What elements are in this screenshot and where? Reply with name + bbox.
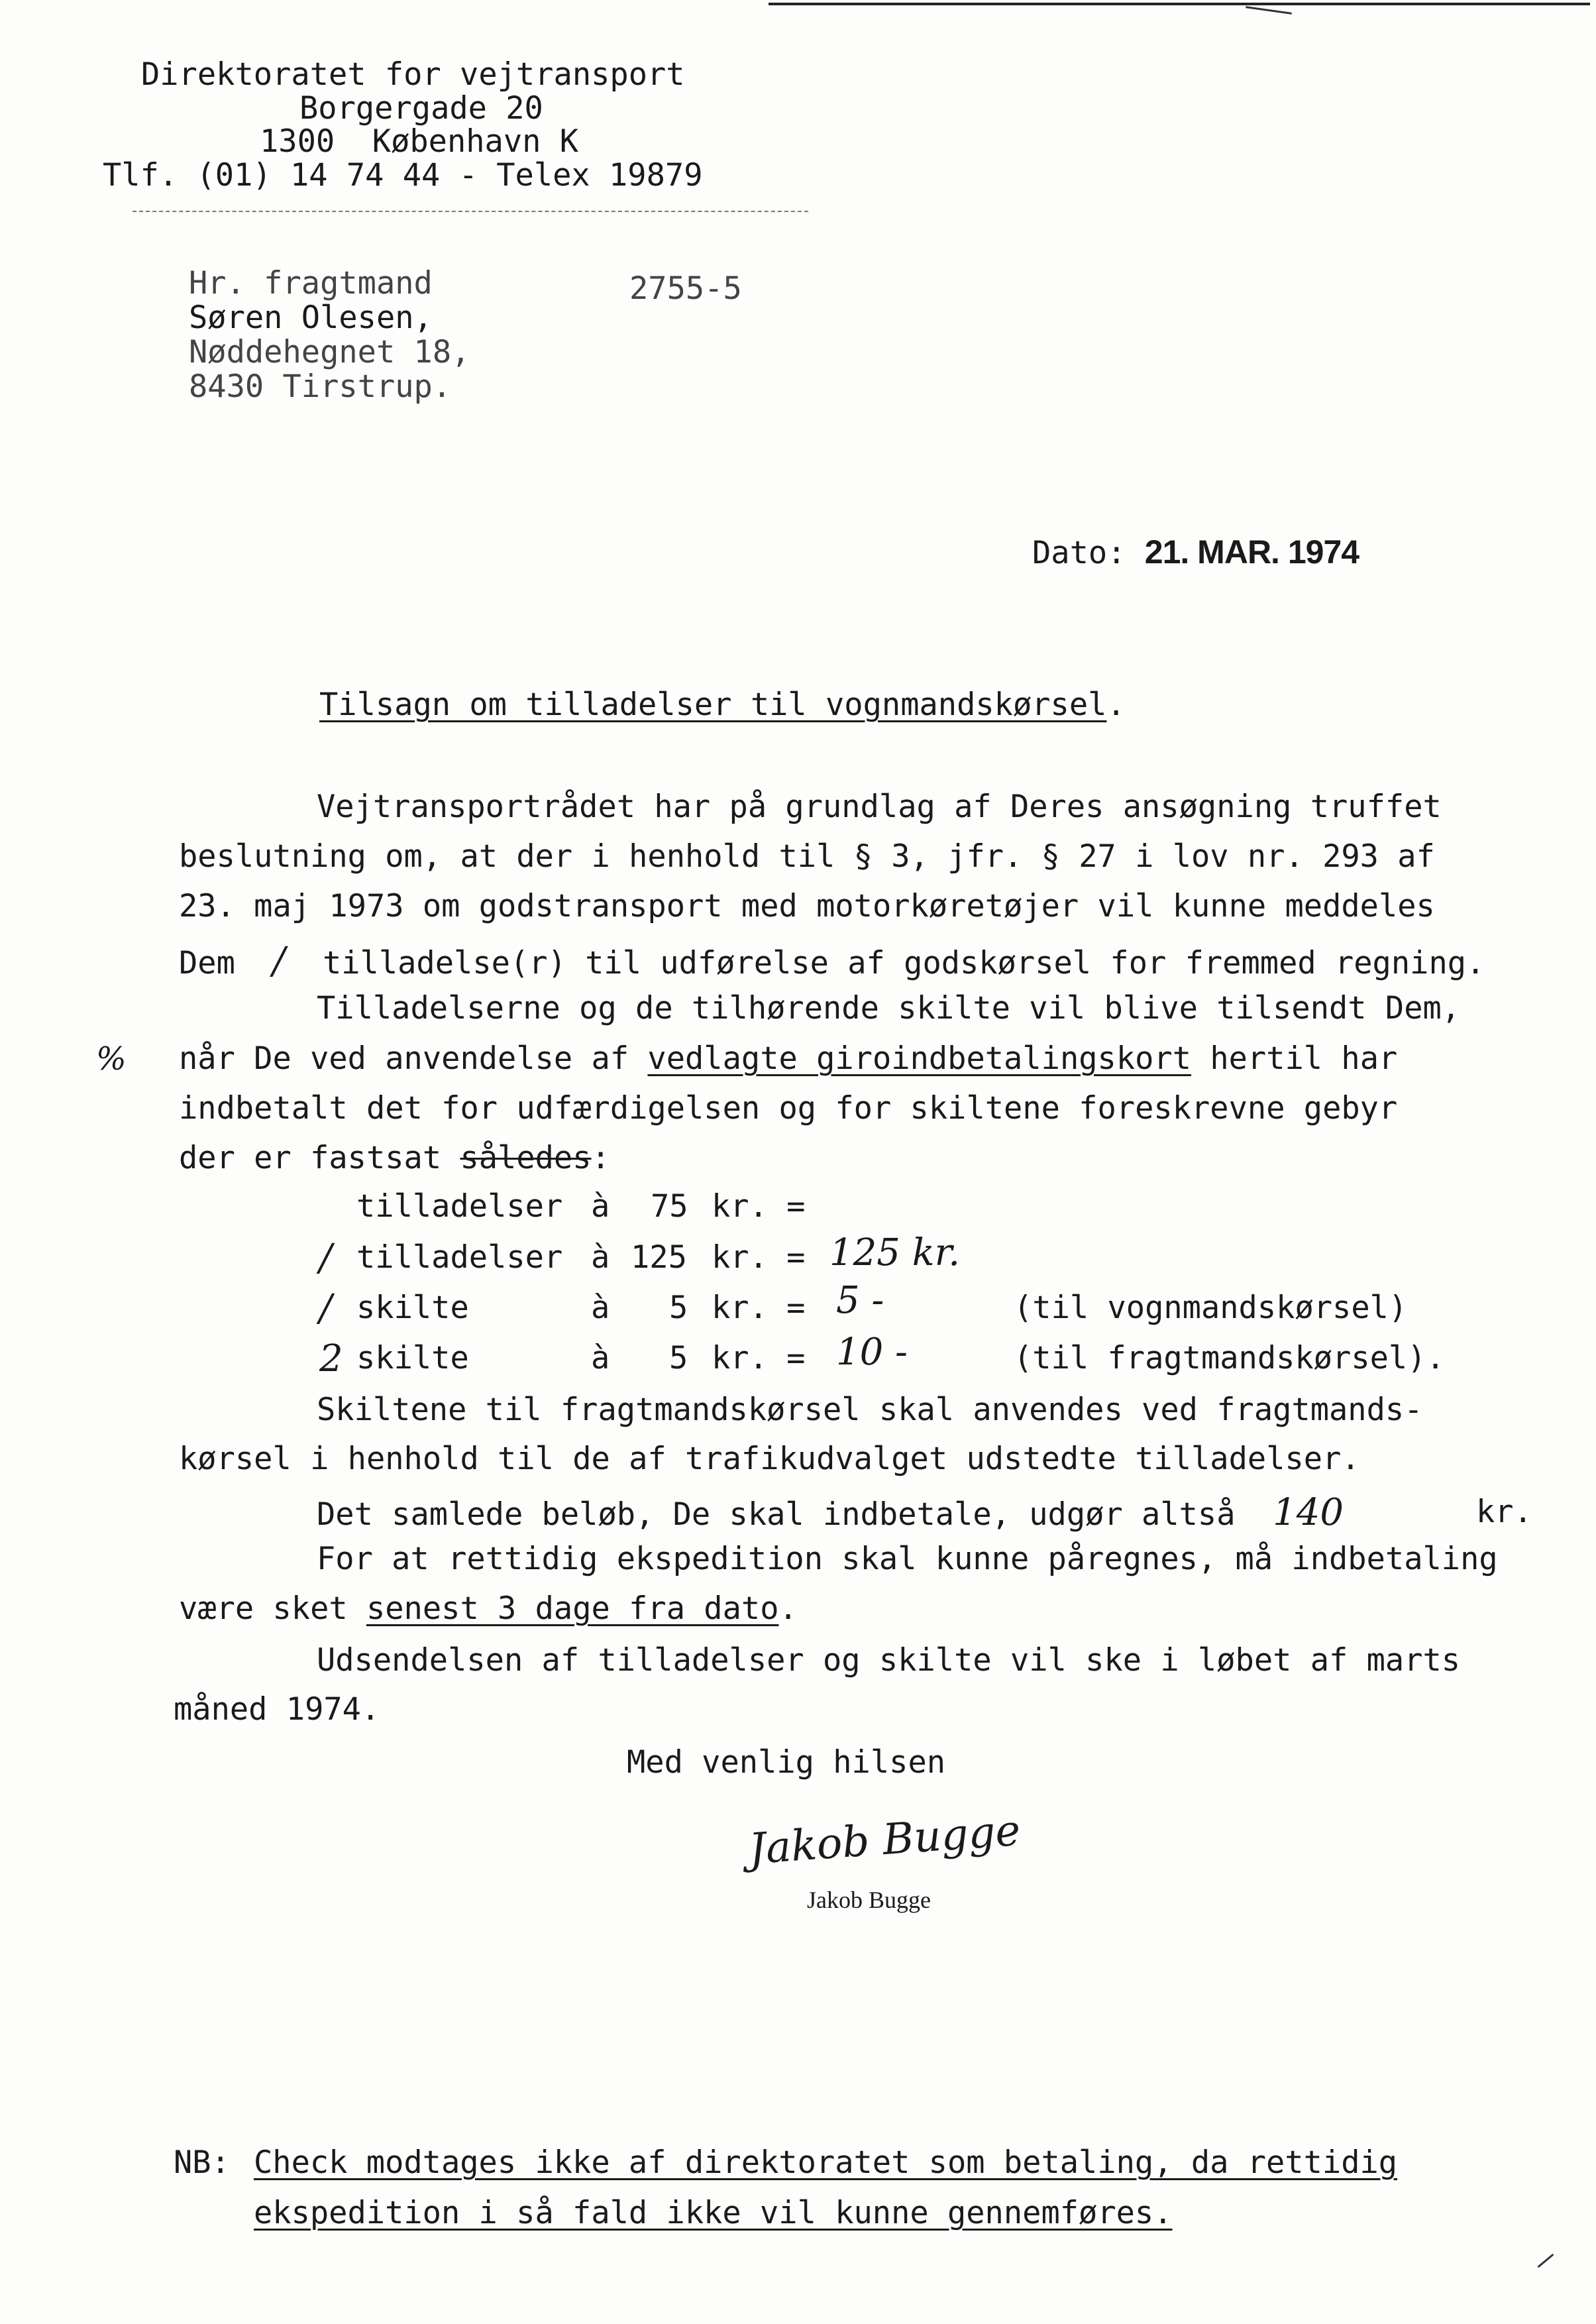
body-p3-l1: Skiltene til fragtmandskørsel skal anvendes ved fragtmands-	[317, 1392, 1423, 1428]
subject: Tilsagn om tilladelser til vognmandskørsel	[319, 687, 1107, 723]
letterhead-divider	[133, 211, 808, 212]
corner-mark	[1538, 2254, 1554, 2268]
date-line	[1032, 533, 1359, 571]
letterhead-phone: Tlf. (01) 14 74 44 - Telex 19879	[103, 157, 703, 194]
margin-mark: %	[96, 1040, 127, 1078]
body-p4: Det samlede beløb, De skal indbetale, udgør altså 140	[317, 1491, 1344, 1534]
footer-line1: Check modtages ikke af direktoratet som betaling, da rettidig	[254, 2144, 1398, 2181]
body-p1-l3: 23. maj 1973 om godstransport med motorkøretøjer vil kunne meddeles	[179, 888, 1435, 924]
body-p2-l4: der er fastsat således:	[179, 1140, 610, 1176]
footer-nb-label: NB:	[174, 2144, 230, 2181]
closing-greeting: Med venlig hilsen	[627, 1744, 946, 1781]
reference-number: 2755-5	[629, 270, 742, 307]
subject-line: Tilsagn om tilladelser til vognmandskørsel.	[319, 687, 1126, 723]
struck-word: således	[460, 1140, 592, 1176]
handwritten-total: 140	[1273, 1491, 1344, 1534]
top-border-line	[769, 3, 1590, 5]
body-p6-l1: Udsendelsen af tilladelser og skilte vil ske i løbet af marts	[317, 1642, 1461, 1679]
body-p6-l2: måned 1974.	[174, 1691, 380, 1728]
letterhead-city: 1300 København K	[260, 123, 579, 160]
signer-name: Jakob Bugge	[807, 1887, 931, 1913]
body-p3-l2: kørsel i henhold til de af trafikudvalget udstedte tilladelser.	[179, 1441, 1360, 1477]
recipient-line1: Hr. fragtmand	[189, 265, 433, 302]
body-p1-l1: Vejtransportrådet har på grundlag af Deres ansøgning truffet	[317, 789, 1442, 825]
body-p2-l3: indbetalt det for udfærdigelsen og for skiltene foreskrevne gebyr	[179, 1090, 1398, 1127]
body-p1-l2: beslutning om, at der i henhold til § 3, jfr. § 27 i lov nr. 293 af	[179, 838, 1435, 875]
date-stamp: 21. MAR. 1974	[1144, 533, 1359, 571]
total-unit: kr.	[1476, 1494, 1532, 1530]
body-p2-l2: når De ved anvendelse af vedlagte giroindbetalingskort hertil har	[179, 1040, 1398, 1077]
body-p5-l2: være sket senest 3 dage fra dato.	[179, 1590, 798, 1627]
giro-card-phrase: vedlagte giroindbetalingskort	[647, 1040, 1192, 1077]
recipient-line2: Søren Olesen,	[189, 300, 433, 336]
handwritten-signature: Jakob Bugge	[747, 1806, 1022, 1875]
body-p2-l1: Tilladelserne og de tilhørende skilte vil blive tilsendt Dem,	[317, 990, 1461, 1026]
body-p5-l1: For at rettidig ekspedition skal kunne påregnes, må indbetaling	[317, 1541, 1498, 1577]
letterhead-org: Direktoratet for vejtransport	[141, 56, 685, 93]
letterhead-street: Borgergade 20	[299, 90, 543, 127]
recipient-line3: Nøddehegnet 18,	[189, 334, 470, 370]
footer-line2: ekspedition i så fald ikke vil kunne gennemføres.	[254, 2195, 1173, 2231]
date-label: Dato:	[1032, 535, 1126, 571]
body-p1-l4: Dem / tilladelse(r) til udførelse af godskørsel for fremmed regning.	[179, 940, 1485, 983]
top-border-mark	[1246, 6, 1292, 15]
recipient-line4: 8430 Tirstrup.	[189, 368, 452, 405]
handwritten-count: /	[272, 940, 286, 983]
deadline-phrase: senest 3 dage fra dato	[366, 1590, 779, 1627]
